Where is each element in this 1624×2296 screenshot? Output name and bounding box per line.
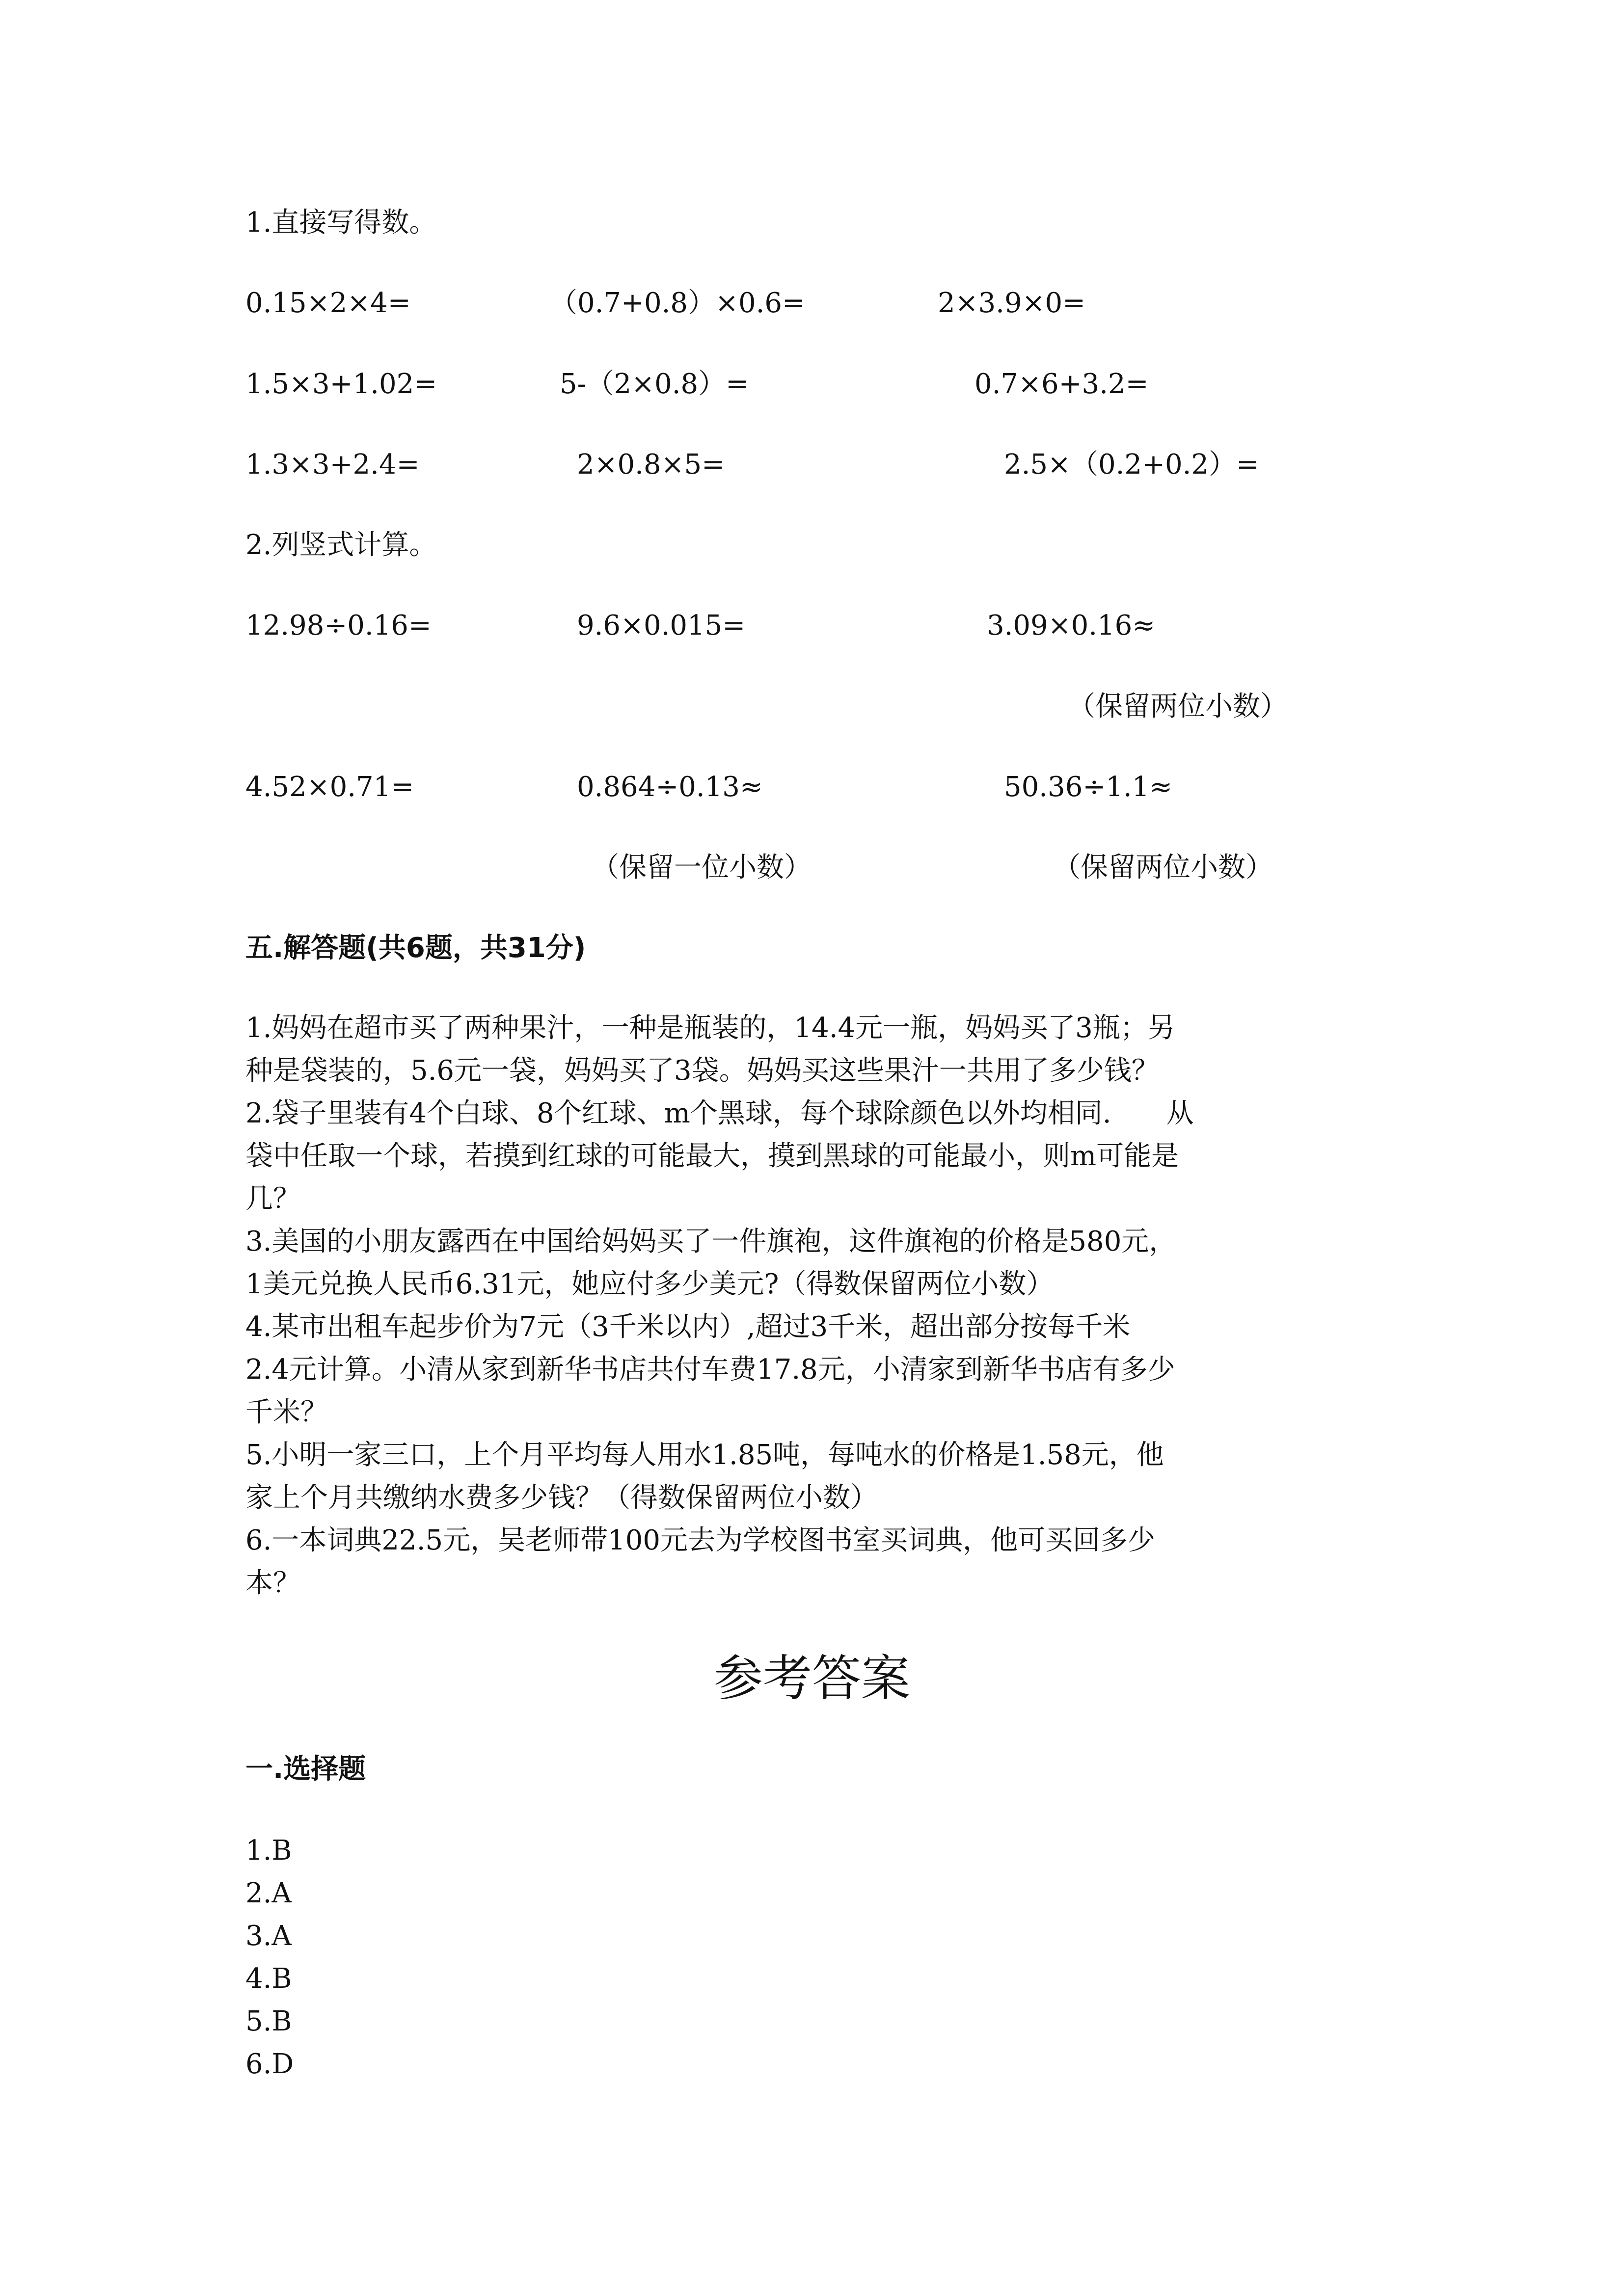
q1-item: （0.7+0.8）×0.6= [550, 287, 805, 319]
q2-label: 2.列竖式计算。 [245, 529, 437, 561]
answer-item: 1.B [245, 1835, 292, 1867]
problem-line: 4.某市出租车起步价为7元（3千米以内）,超过3千米，超出部分按每千米 [245, 1311, 1131, 1343]
q1-item: 1.5×3+1.02= [245, 368, 437, 400]
problem-line: 2.4元计算。小清从家到新华书店共付车费17.8元，小清家到新华书店有多少 [245, 1354, 1175, 1386]
problem-line: 3.美国的小朋友露西在中国给妈妈买了一件旗袍，这件旗袍的价格是580元， [245, 1226, 1177, 1257]
q1-item: 0.15×2×4= [245, 287, 411, 319]
q1-label: 1.直接写得数。 [245, 207, 437, 239]
problem-line: 1美元兑换人民币6.31元，她应付多少美元?（得数保留两位小数） [245, 1268, 1054, 1300]
problem-line: 袋中任取一个球，若摸到红球的可能最大，摸到黑球的可能最小，则m可能是 [245, 1140, 1179, 1172]
q2-item: 12.98÷0.16= [245, 610, 432, 641]
answer-item: 2.A [245, 1877, 292, 1909]
q2-item: 50.36÷1.1≈ [1004, 771, 1173, 803]
answers-title: 参考答案 [714, 1650, 910, 1707]
problem-line: 6.一本词典22.5元，吴老师带100元去为学校图书室买词典，他可买回多少 [245, 1524, 1156, 1556]
answer-item: 3.A [245, 1920, 292, 1952]
answer-item: 5.B [245, 2005, 292, 2037]
section-5-heading: 五.解答题(共6题，共31分) [245, 932, 586, 964]
problem-line: 几？ [245, 1183, 300, 1215]
q1-item: 2.5×（0.2+0.2）= [1004, 449, 1259, 481]
q2-note: （保留两位小数） [1068, 691, 1288, 722]
q1-item: 5-（2×0.8）= [560, 368, 749, 400]
answer-item: 6.D [245, 2048, 294, 2080]
q2-item: 9.6×0.015= [577, 610, 746, 641]
q1-item: 0.7×6+3.2= [974, 368, 1149, 400]
q1-item: 2×3.9×0= [938, 287, 1086, 319]
q2-item: 0.864÷0.13≈ [577, 771, 763, 803]
q1-item: 2×0.8×5= [577, 449, 725, 481]
problem-line: 本？ [245, 1567, 300, 1599]
problem-line: 家上个月共缴纳水费多少钱？（得数保留两位小数） [245, 1482, 878, 1514]
q2-item: 4.52×0.71= [245, 771, 414, 803]
problem-line: 种是袋装的，5.6元一袋，妈妈买了3袋。妈妈买这些果汁一共用了多少钱？ [245, 1055, 1159, 1087]
q2-item: 3.09×0.16≈ [987, 610, 1156, 641]
problem-line: 2.袋子里装有4个白球、8个红球、m个黑球，每个球除颜色以外均相同. 从 [245, 1097, 1194, 1129]
problem-line: 1.妈妈在超市买了两种果汁，一种是瓶装的，14.4元一瓶，妈妈买了3瓶；另 [245, 1012, 1175, 1044]
q2-note: （保留一位小数） [592, 852, 812, 883]
q2-note: （保留两位小数） [1053, 852, 1273, 883]
answers-section-1-heading: 一.选择题 [245, 1753, 366, 1785]
q1-item: 1.3×3+2.4= [245, 449, 420, 481]
problem-line: 千米？ [245, 1396, 328, 1428]
answer-item: 4.B [245, 1963, 292, 1995]
problem-line: 5.小明一家三口，上个月平均每人用水1.85吨，每吨水的价格是1.58元，他 [245, 1439, 1164, 1471]
